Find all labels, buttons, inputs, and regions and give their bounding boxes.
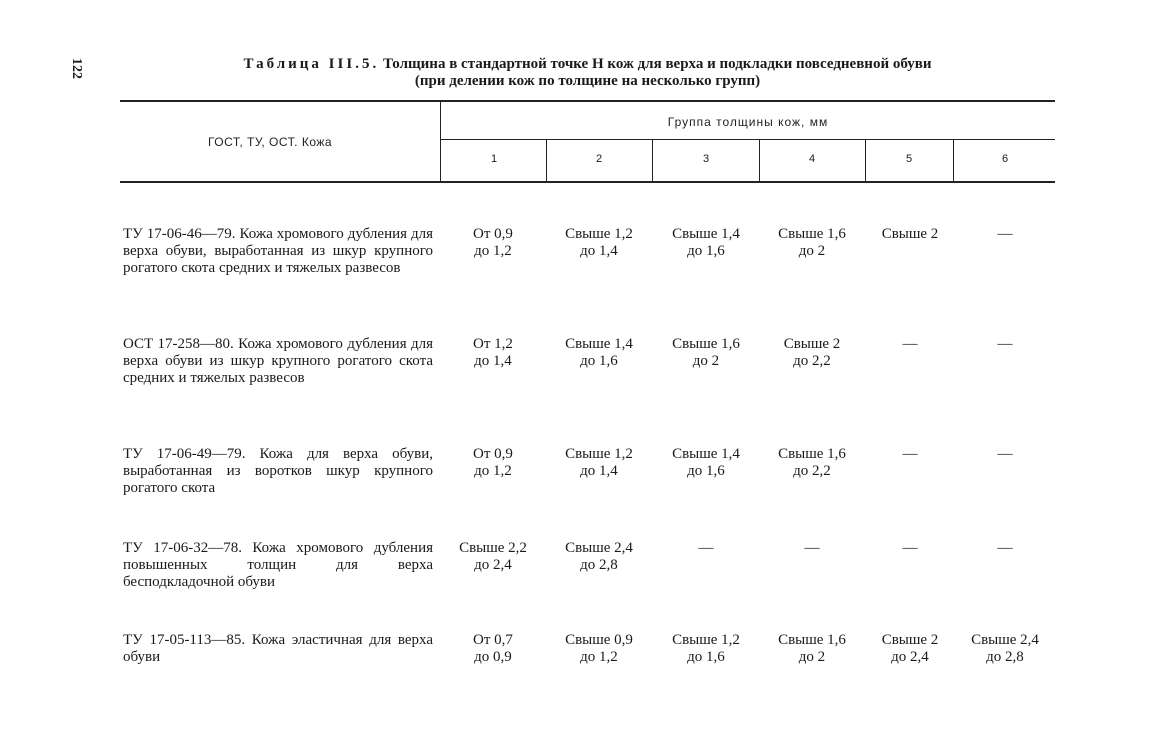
table-cell: Свыше 2 до 2,2 — [783, 336, 841, 369]
column-divider — [546, 140, 547, 181]
table-cell: Свыше 2 — [881, 226, 939, 242]
table-cell: Свыше 0,9 до 1,2 — [565, 632, 633, 665]
table-cell: Свыше 1,6 до 2 — [778, 226, 846, 259]
column-number: 5 — [905, 153, 913, 165]
table-cell: — — [997, 446, 1013, 462]
column-divider — [865, 140, 866, 181]
column-divider — [759, 140, 760, 181]
header-top-rule — [120, 100, 1055, 102]
table-cell: Свыше 1,4 до 1,6 — [672, 226, 740, 259]
table-cell: Свыше 1,6 до 2,2 — [778, 446, 846, 479]
table-cell: Свыше 2,4 до 2,8 — [971, 632, 1039, 665]
table-cell: — — [902, 540, 918, 556]
table-cell: Свыше 2,2 до 2,4 — [459, 540, 527, 573]
table-title-text: Толщина в стандартной точке Н кож для верха и подкладки повседневной обуви — [382, 56, 932, 72]
row-description: ОСТ 17-258—80. Кожа хромового дубления для верха обуви из шкур крупного рогатого скота средних и тяжелых развесов — [123, 336, 433, 386]
table-subtitle: (при делении кож по толщине на несколько групп) — [414, 73, 761, 89]
group-header-rule — [441, 139, 1055, 140]
column-divider — [953, 140, 954, 181]
row-description: ТУ 17-06-49—79. Кожа для верха обуви, выработанная из воротков шкур крупного рогатого скота — [123, 446, 433, 496]
table-cell: — — [698, 540, 714, 556]
column-number: 6 — [1001, 153, 1009, 165]
table-cell: Свыше 1,2 до 1,4 — [565, 446, 633, 479]
column-number: 2 — [595, 153, 603, 165]
column-number: 3 — [702, 153, 710, 165]
table-cell: Свыше 1,6 до 2 — [778, 632, 846, 665]
table-cell: — — [997, 336, 1013, 352]
thickness-group-header: Группа толщины кож, мм — [667, 115, 829, 129]
table-cell: — — [997, 226, 1013, 242]
row-description: ТУ 17-05-113—85. Кожа эластичная для верха обуви — [123, 632, 433, 665]
table-cell: От 0,9 до 1,2 — [473, 226, 513, 259]
row-description: ТУ 17-06-46—79. Кожа хромового дубления для верха обуви, выработанная из шкур крупного рогатого скота средних и тяжелых развесов — [123, 226, 433, 276]
table-cell: Свыше 2,4 до 2,8 — [565, 540, 633, 573]
gost-column-divider — [440, 102, 441, 181]
table-cell: Свыше 1,2 до 1,4 — [565, 226, 633, 259]
table-cell: — — [902, 446, 918, 462]
gost-column-header: ГОСТ, ТУ, ОСТ. Кожа — [207, 135, 333, 149]
table-cell: — — [997, 540, 1013, 556]
column-number: 4 — [808, 153, 816, 165]
table-cell: Свыше 1,6 до 2 — [672, 336, 740, 369]
column-divider — [652, 140, 653, 181]
page-number: 122 — [69, 58, 84, 79]
table-title — [120, 56, 1055, 73]
table-cell: От 0,9 до 1,2 — [473, 446, 513, 479]
table-cell: От 1,2 до 1,4 — [473, 336, 513, 369]
table-label: Таблица III.5. — [243, 56, 380, 72]
column-number: 1 — [490, 153, 498, 165]
table-cell: От 0,7 до 0,9 — [473, 632, 513, 665]
table-cell: — — [804, 540, 820, 556]
header-bottom-rule — [120, 181, 1055, 183]
table-cell: — — [902, 336, 918, 352]
table-cell: Свыше 1,2 до 1,6 — [672, 632, 740, 665]
table-cell: Свыше 1,4 до 1,6 — [672, 446, 740, 479]
table-cell: Свыше 2 до 2,4 — [881, 632, 939, 665]
table-cell: Свыше 1,4 до 1,6 — [565, 336, 633, 369]
row-description: ТУ 17-06-32—78. Кожа хромового дубления повышенных толщин для верха бесподкладочной обуви — [123, 540, 433, 590]
